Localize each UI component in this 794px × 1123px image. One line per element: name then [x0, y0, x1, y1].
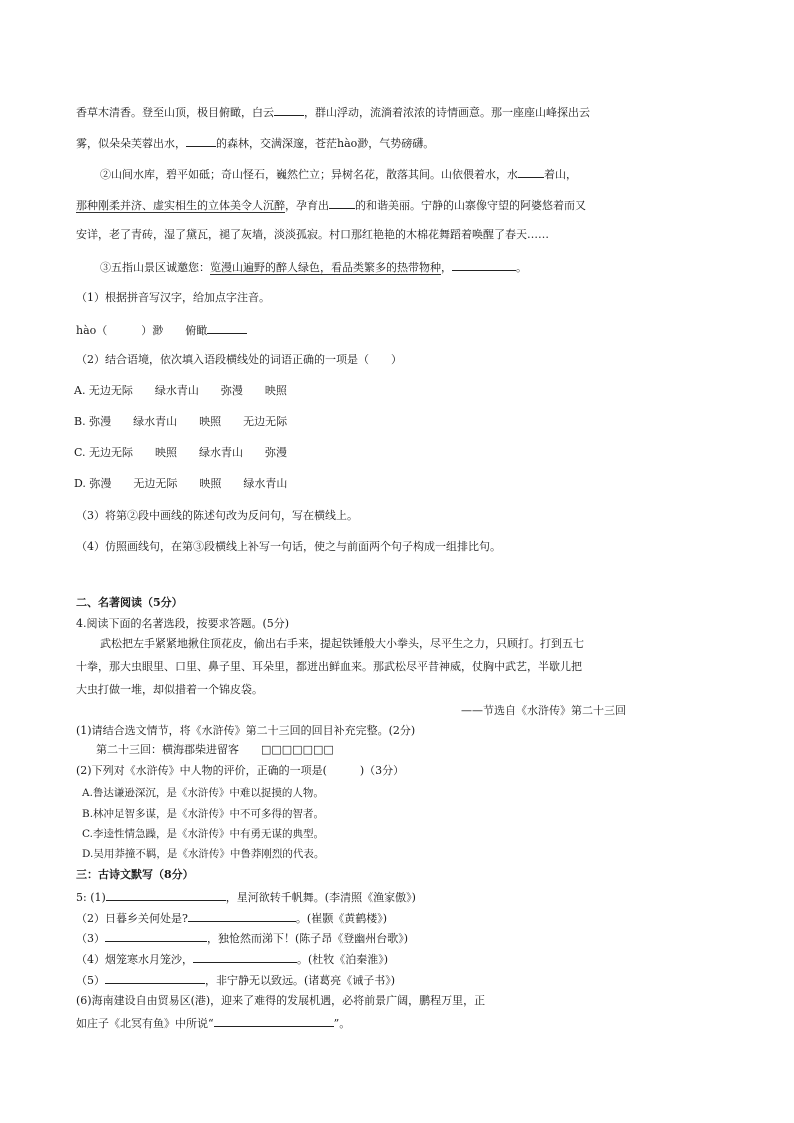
- section-3-title: 三：古诗文默写（8分）: [76, 868, 194, 881]
- answer-blank[interactable]: [274, 104, 304, 116]
- choice-b[interactable]: B.林冲足智多谋，是《水浒传》中不可多得的智者。: [82, 808, 325, 820]
- text: ③五指山景区诚邀您：: [100, 261, 210, 274]
- question-1: （1）根据拼音写汉字，给加点字注音。: [76, 291, 270, 304]
- text: 的森林，交满深邃，苍茫hào渺，气势磅礴。: [216, 137, 435, 150]
- excerpt-line-2: 十拳，那大虫眼里、口里、鼻子里、耳朵里，都迸出鲜血来。那武松尽平昔神威，仗胸中武艺，半歇儿把: [76, 660, 582, 673]
- text: ，独怆然而涕下！(陈子昂《登幽州台歌》): [207, 932, 409, 945]
- text: 。(崔颢《黄鹤楼》): [295, 912, 387, 925]
- recite-6-cont: [76, 1015, 350, 1031]
- text: 香草木清香。登至山顶，极目俯瞰，白云: [76, 106, 274, 119]
- answer-blank[interactable]: [193, 951, 297, 963]
- text: 着山，: [544, 168, 577, 181]
- question-4: （4）仿照画线句，在第③段横线上补写一句话，使之与前面两个句子构成一组排比句。: [76, 540, 501, 553]
- text: （5）: [76, 974, 105, 987]
- choice-c[interactable]: C.李逵性情急躁，是《水浒传》中有勇无谋的典型。: [82, 828, 324, 840]
- answer-blank[interactable]: [186, 135, 216, 147]
- text: 5: (1): [76, 891, 106, 904]
- answer-blank[interactable]: [518, 166, 544, 178]
- answer-blank[interactable]: [329, 197, 355, 209]
- text: ，: [441, 261, 452, 274]
- passage-line-3: [100, 166, 577, 182]
- answer-blank[interactable]: [188, 910, 296, 922]
- question-2: （2）结合语境，依次填入语段横线处的词语正确的一项是（ ）: [76, 353, 402, 366]
- text: 的和谐美丽。宁静的山寨像守望的阿婆悠着而又: [355, 199, 586, 212]
- section-2-title: 二、名著阅读（5分）: [76, 596, 183, 609]
- question-1-answers: [76, 322, 247, 338]
- recite-1: [76, 889, 416, 905]
- answer-blank[interactable]: [105, 972, 205, 984]
- question-3: （3）将第②段中画线的陈述句改为反问句，写在横线上。: [76, 509, 358, 522]
- excerpt-source: ——节选自《水浒传》第二十三回: [461, 704, 626, 717]
- text: hào（: [76, 324, 108, 337]
- text: 雾，似朵朵芙蓉出水，: [76, 137, 186, 150]
- text: ，非宁静无以致远。(诸葛亮《诫子书》): [205, 974, 396, 987]
- recite-6: (6)海南建设自由贸易区(港)，迎来了难得的发展机遇，必将前景广阔，鹏程万里，正: [76, 994, 486, 1007]
- text: 。(杜牧《泊秦淮》): [297, 953, 389, 966]
- choice-a[interactable]: A.鲁达谦逊深沉，是《水浒传》中难以捉摸的人物。: [82, 787, 324, 799]
- text: 。: [516, 261, 527, 274]
- text: 第二十三回：横海郡柴进留客: [96, 743, 239, 756]
- recite-2: [76, 910, 387, 926]
- text: （4）烟笼寒水月笼沙，: [76, 953, 193, 966]
- passage-line-4: [76, 197, 586, 213]
- passage-line-1: [76, 104, 590, 120]
- recite-3: [76, 930, 408, 946]
- sub-question-2: (2)下列对《水浒传》中人物的评价，正确的一项是( )（3分）: [76, 764, 405, 777]
- text: ）渺: [141, 324, 164, 337]
- option-a[interactable]: A. 无边无际 绿水青山 弥漫 映照: [74, 384, 287, 397]
- sub-question-1: (1)请结合选文情节，将《水浒传》第二十三回的回目补充完整。(2分): [76, 724, 416, 737]
- text: 俯瞰: [185, 324, 208, 337]
- excerpt-line-3: 大虫打做一堆，却似措着一个锦皮袋。: [76, 683, 263, 696]
- answer-blank[interactable]: [106, 889, 226, 901]
- question-4-prompt: 4.阅读下面的名著选段，按要求答题。(5分): [76, 617, 290, 630]
- text: （2）日暮乡关何处是?: [76, 912, 188, 925]
- excerpt-line-1: 武松把左手紧紧地揪住顶花皮，偷出右手来，提起铁锤般大小拳头，尽平生之力，只顾打。打到五七: [100, 637, 584, 650]
- answer-blank[interactable]: [452, 259, 516, 271]
- answer-blank[interactable]: [214, 1015, 334, 1027]
- underlined-sentence: 那种刚柔并济、虚实相生的立体美令人沉醉: [76, 199, 285, 212]
- chapter-title-fill: [96, 743, 334, 757]
- text: （3）: [76, 932, 105, 945]
- text: ，星河欲转千帆舞。(李清照《渔家傲》): [225, 891, 416, 904]
- passage-line-2: [76, 135, 434, 151]
- passage-line-5: 安详，老了青砖，湿了黛瓦，褪了灰墙，淡淡孤寂。村口那红艳艳的木棉花舞蹈着唤醒了春天……: [76, 228, 549, 241]
- text: ，群山浮动，流淌着浓浓的诗情画意。那一座座山峰探出云: [304, 106, 590, 119]
- text: ，孕育出: [285, 199, 329, 212]
- underlined-sentence: 览漫山遍野的醉人绿色，看品类繁多的热带物种: [210, 261, 441, 274]
- option-d[interactable]: D. 弥漫 无边无际 映照 绿水青山: [74, 477, 288, 490]
- answer-blank[interactable]: [105, 930, 207, 942]
- text: ②山间水库，碧平如砥；奇山怪石，巍然伫立；异树名花，散落其间。山依偎着水，水: [100, 168, 518, 181]
- option-b[interactable]: B. 弥漫 绿水青山 映照 无边无际: [74, 415, 288, 428]
- passage-line-6: [100, 259, 527, 275]
- answer-blank[interactable]: [207, 322, 247, 334]
- answer-boxes[interactable]: □□□□□□□: [261, 743, 334, 756]
- text: 如庄子《北冥有鱼》中所说“: [76, 1017, 214, 1030]
- text: ”。: [333, 1017, 351, 1030]
- recite-4: [76, 951, 388, 967]
- option-c[interactable]: C. 无边无际 映照 绿水青山 弥漫: [74, 446, 288, 459]
- recite-5: [76, 972, 395, 988]
- choice-d[interactable]: D.吴用莽撞不羁，是《水浒传》中鲁莽刚烈的代表。: [82, 848, 325, 860]
